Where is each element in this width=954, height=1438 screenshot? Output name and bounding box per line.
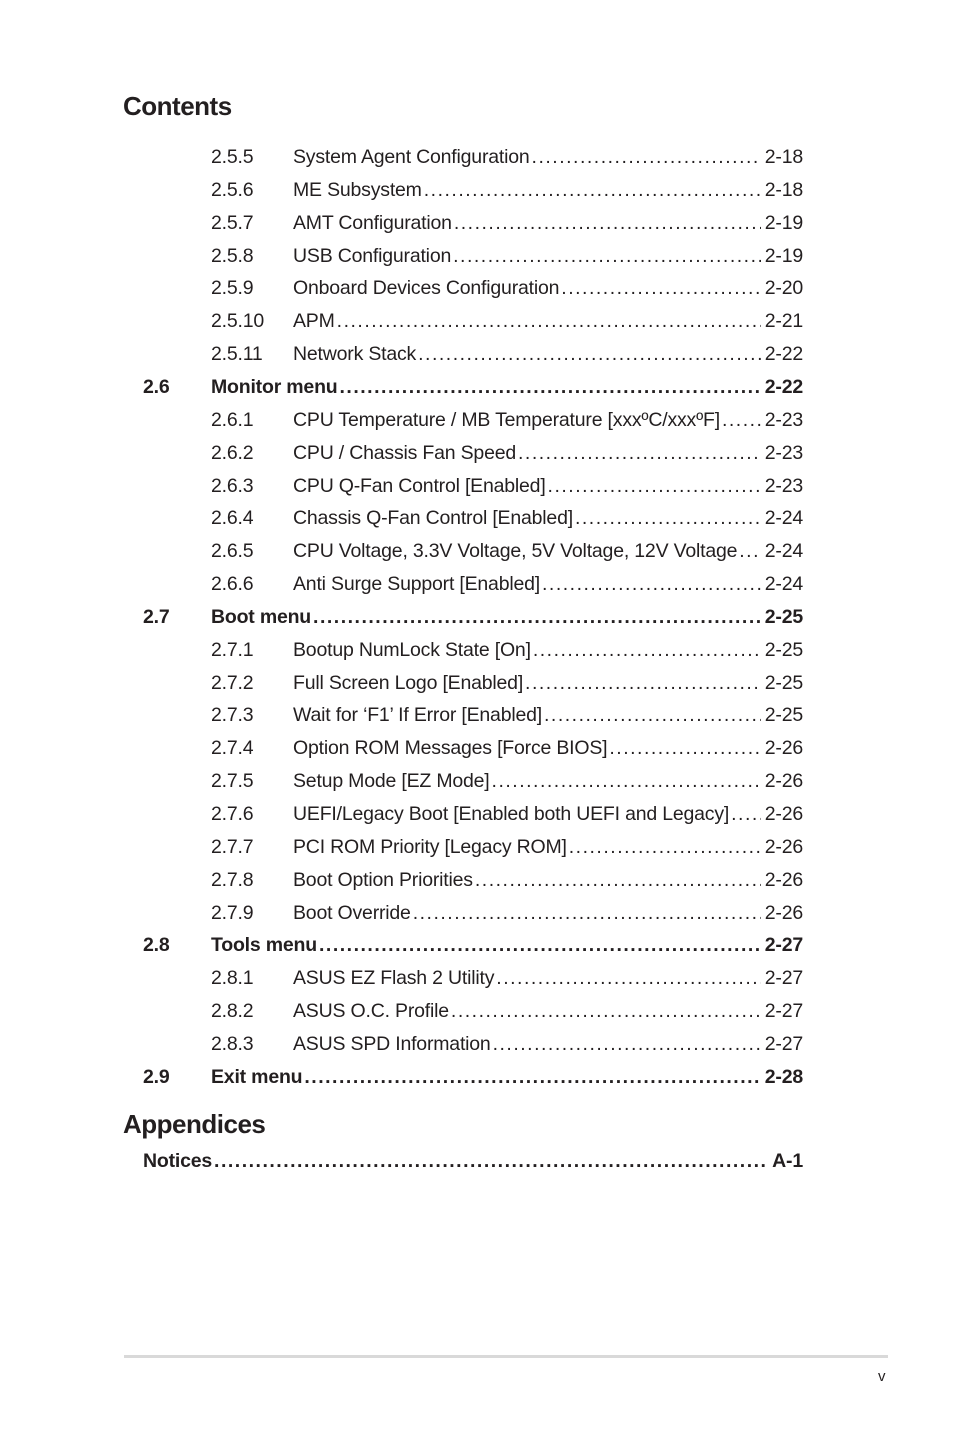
toc-entry-line <box>293 799 803 829</box>
toc-entry-title: System Agent Configuration <box>293 146 530 168</box>
toc-entry-page: 2-19 <box>764 244 803 267</box>
toc-subsection-entry[interactable] <box>0 1029 954 1059</box>
toc-entry-page: 2-23 <box>764 441 803 464</box>
toc-entry-line <box>143 1146 803 1176</box>
toc-entry-page: 2-24 <box>764 540 803 563</box>
dot-leader <box>453 241 761 271</box>
toc-subsection-entry[interactable] <box>0 733 954 763</box>
toc-entry-title: ASUS O.C. Profile <box>293 1000 449 1023</box>
toc-subsection-entry[interactable] <box>0 832 954 862</box>
toc-entry-line <box>293 241 803 271</box>
toc-subsection-entry[interactable] <box>0 865 954 895</box>
dot-leader <box>492 766 761 796</box>
toc-entry-page: 2-18 <box>764 146 803 168</box>
toc-entry-title: CPU / Chassis Fan Speed <box>293 441 517 464</box>
toc-entry-page: 2-26 <box>764 770 803 793</box>
toc-entry-number: 2.7.4 <box>211 737 254 760</box>
dot-leader <box>496 963 760 993</box>
toc-entry-line <box>293 339 803 369</box>
toc-subsection-entry[interactable] <box>0 996 954 1026</box>
toc-section-entry[interactable] <box>0 930 954 960</box>
toc-entry-page: 2-25 <box>764 704 803 727</box>
dot-leader <box>451 996 761 1026</box>
toc-entry-title: Exit menu <box>211 1065 303 1088</box>
toc-entry-number: 2.9 <box>143 1065 170 1088</box>
toc-entry-line <box>293 635 803 665</box>
toc-entry-line <box>293 865 803 895</box>
dot-leader <box>340 372 761 402</box>
page-number: v <box>878 1368 886 1385</box>
dot-leader <box>418 339 761 369</box>
toc-entry-number: 2.5.7 <box>211 211 254 234</box>
toc-entry-title: Chassis Q-Fan Control [Enabled] <box>293 507 573 530</box>
toc-entry-title: Setup Mode [EZ Mode] <box>293 770 490 793</box>
toc-subsection-entry[interactable] <box>0 208 954 238</box>
toc-subsection-entry[interactable] <box>0 668 954 698</box>
toc-entry-number: 2.6.3 <box>211 474 254 497</box>
toc-subsection-entry[interactable] <box>0 405 954 435</box>
toc-subsection-entry[interactable] <box>0 700 954 730</box>
toc-entry-number: 2.7.2 <box>211 671 254 694</box>
dot-leader <box>575 503 761 533</box>
toc-entry-line <box>211 930 803 960</box>
toc-entry-page: 2-26 <box>764 868 803 891</box>
toc-entry-page: A-1 <box>772 1150 803 1172</box>
toc-entry-title: USB Configuration <box>293 244 452 267</box>
toc-entry-title: Wait for ‘F1’ If Error [Enabled] <box>293 704 542 727</box>
toc-subsection-entry[interactable] <box>0 766 954 796</box>
toc-entry-number: 2.6.1 <box>211 408 254 431</box>
toc-entry-number: 2.7.8 <box>211 868 254 891</box>
toc-entry-number: 2.5.8 <box>211 244 254 267</box>
toc-entry-number: 2.5.9 <box>211 277 254 300</box>
toc-subsection-entry[interactable] <box>0 898 954 928</box>
dot-leader <box>525 668 761 698</box>
appendices-heading: Appendices <box>123 1109 266 1139</box>
dot-leader <box>304 1062 760 1092</box>
toc-entry-number: 2.8.2 <box>211 1000 254 1023</box>
toc-entry-line <box>293 700 803 730</box>
toc-entry-line <box>293 668 803 698</box>
toc-subsection-entry[interactable] <box>0 175 954 205</box>
toc-subsection-entry[interactable] <box>0 635 954 665</box>
toc-entry-line <box>293 142 803 172</box>
toc-entry-title: Bootup NumLock State [On] <box>293 638 531 661</box>
toc-appendix-entry[interactable] <box>0 1146 954 1176</box>
toc-entry-page: 2-27 <box>764 967 803 990</box>
toc-entry-number: 2.6 <box>143 375 170 398</box>
dot-leader <box>739 536 761 566</box>
dot-leader <box>214 1146 768 1176</box>
dot-leader <box>454 208 761 238</box>
toc-entry-page: 2-27 <box>764 1000 803 1023</box>
toc-entry-number: 2.8.1 <box>211 967 254 990</box>
toc-entry-number: 2.5.5 <box>211 146 254 168</box>
toc-entry-page: 2-19 <box>764 211 803 234</box>
toc-entry-page: 2-26 <box>764 901 803 924</box>
toc-entry-line <box>211 1062 803 1092</box>
toc-subsection-entry[interactable] <box>0 799 954 829</box>
toc-subsection-entry[interactable] <box>0 536 954 566</box>
contents-heading: Contents <box>123 91 232 121</box>
toc-entry-number: 2.7.9 <box>211 901 254 924</box>
footer-rule <box>124 1355 888 1358</box>
toc-entry-page: 2-25 <box>764 605 803 628</box>
toc-subsection-entry[interactable] <box>0 963 954 993</box>
toc-entry-line <box>293 1029 803 1059</box>
dot-leader <box>561 273 760 303</box>
toc-entry-number: 2.7.7 <box>211 835 254 858</box>
toc-entry-line <box>293 898 803 928</box>
toc-entry-title: ME Subsystem <box>293 178 422 201</box>
toc-section-entry[interactable] <box>0 1062 954 1092</box>
toc-section-entry[interactable] <box>0 602 954 632</box>
toc-entry-title: Onboard Devices Configuration <box>293 277 560 300</box>
toc-entry-title: Monitor menu <box>211 375 338 398</box>
toc-entry-line <box>293 832 803 862</box>
toc-entry-title: UEFI/Legacy Boot [Enabled both UEFI and Legacy] <box>293 803 730 825</box>
toc-subsection-entry[interactable] <box>0 438 954 468</box>
dot-leader <box>542 569 761 599</box>
toc-entry-line <box>293 536 803 566</box>
dot-leader <box>731 799 761 829</box>
dot-leader <box>319 930 761 960</box>
toc-entry-page: 2-28 <box>764 1065 803 1088</box>
toc-entry-line <box>293 996 803 1026</box>
toc-entry-line <box>293 766 803 796</box>
toc-entry-number: 2.7 <box>143 605 170 628</box>
toc-entry-title: Boot Option Priorities <box>293 868 473 891</box>
toc-entry-page: 2-27 <box>764 1032 803 1055</box>
toc-entry-page: 2-23 <box>764 474 803 497</box>
toc-subsection-entry[interactable] <box>0 142 954 172</box>
toc-entry-title: Option ROM Messages [Force BIOS] <box>293 737 608 760</box>
toc-entry-title: Boot menu <box>211 605 312 628</box>
toc-entry-number: 2.6.4 <box>211 507 254 530</box>
toc-entry-number: 2.5.6 <box>211 178 254 201</box>
toc-subsection-entry[interactable] <box>0 339 954 369</box>
toc-entry-number: 2.7.6 <box>211 803 254 825</box>
toc-subsection-entry[interactable] <box>0 306 954 336</box>
toc-entry-page: 2-22 <box>764 343 803 366</box>
toc-subsection-entry[interactable] <box>0 503 954 533</box>
dot-leader <box>609 733 760 763</box>
toc-entry-title: CPU Voltage, 3.3V Voltage, 5V Voltage, 12V Voltage <box>293 540 738 563</box>
toc-entry-title: ASUS EZ Flash 2 Utility <box>293 967 495 990</box>
toc-entry-number: 2.6.6 <box>211 573 254 596</box>
dot-leader <box>475 865 761 895</box>
toc-entry-page: 2-25 <box>764 638 803 661</box>
toc-entry-line <box>293 733 803 763</box>
toc-entry-line <box>293 569 803 599</box>
toc-entry-line <box>293 175 803 205</box>
toc-subsection-entry[interactable] <box>0 273 954 303</box>
toc-entry-page: 2-25 <box>764 671 803 694</box>
toc-entry-page: 2-20 <box>764 277 803 300</box>
toc-entry-title: APM <box>293 310 335 333</box>
toc-entry-number: 2.6.2 <box>211 441 254 464</box>
toc-entry-page: 2-26 <box>764 835 803 858</box>
dot-leader <box>722 405 761 435</box>
toc-entry-line <box>293 405 803 435</box>
dot-leader <box>337 306 761 336</box>
toc-entry-title: AMT Configuration <box>293 211 452 234</box>
dot-leader <box>518 438 761 468</box>
toc-entry-line <box>293 438 803 468</box>
toc-entry-page: 2-24 <box>764 573 803 596</box>
toc-entry-page: 2-24 <box>764 507 803 530</box>
toc-entry-title: Tools menu <box>211 934 317 957</box>
toc-entry-page: 2-26 <box>764 737 803 760</box>
toc-entry-page: 2-27 <box>764 934 803 957</box>
dot-leader <box>532 142 761 172</box>
toc-entry-line <box>211 372 803 402</box>
dot-leader <box>493 1029 761 1059</box>
toc-entry-page: 2-22 <box>764 375 803 398</box>
toc-entry-line <box>293 471 803 501</box>
toc-entry-line <box>211 602 803 632</box>
toc-subsection-entry[interactable] <box>0 569 954 599</box>
toc-entry-title: ASUS SPD Information <box>293 1032 491 1055</box>
toc-entry-title: CPU Temperature / MB Temperature [xxxºC/xxxºF] <box>293 408 720 431</box>
toc-section-entry[interactable] <box>0 372 954 402</box>
toc-entry-number: 2.5.10 <box>211 310 265 333</box>
toc-entry-line <box>293 963 803 993</box>
toc-entry-number: 2.7.3 <box>211 704 254 727</box>
toc-entry-title: Anti Surge Support [Enabled] <box>293 573 540 596</box>
toc-entry-number: 2.6.5 <box>211 540 254 563</box>
toc-entry-number: 2.8.3 <box>211 1032 254 1055</box>
dot-leader <box>413 898 761 928</box>
toc-entry-number: 2.8 <box>143 934 170 957</box>
dot-leader <box>533 635 761 665</box>
toc-subsection-entry[interactable] <box>0 471 954 501</box>
toc-entry-page: 2-23 <box>764 408 803 431</box>
toc-entry-page: 2-21 <box>764 310 803 333</box>
toc-entry-title: Full Screen Logo [Enabled] <box>293 671 524 694</box>
toc-entry-title: PCI ROM Priority [Legacy ROM] <box>293 835 567 858</box>
dot-leader <box>544 700 761 730</box>
toc-entry-line <box>293 273 803 303</box>
dot-leader <box>569 832 761 862</box>
toc-entry-title: CPU Q-Fan Control [Enabled] <box>293 474 546 497</box>
toc-entry-line <box>293 503 803 533</box>
toc-entry-page: 2-26 <box>764 803 803 825</box>
toc-entry-line <box>293 306 803 336</box>
toc-entry-title: Network Stack <box>293 343 417 366</box>
dot-leader <box>548 471 761 501</box>
toc-entry-number: 2.7.5 <box>211 770 254 793</box>
dot-leader <box>313 602 761 632</box>
toc-entry-title: Notices <box>143 1150 213 1172</box>
toc-entry-number: 2.5.11 <box>211 343 263 366</box>
toc-entry-title: Boot Override <box>293 901 411 924</box>
toc-entry-number: 2.7.1 <box>211 638 254 661</box>
toc-entry-page: 2-18 <box>764 178 803 201</box>
toc-entry-line <box>293 208 803 238</box>
toc-subsection-entry[interactable] <box>0 241 954 271</box>
dot-leader <box>424 175 761 205</box>
